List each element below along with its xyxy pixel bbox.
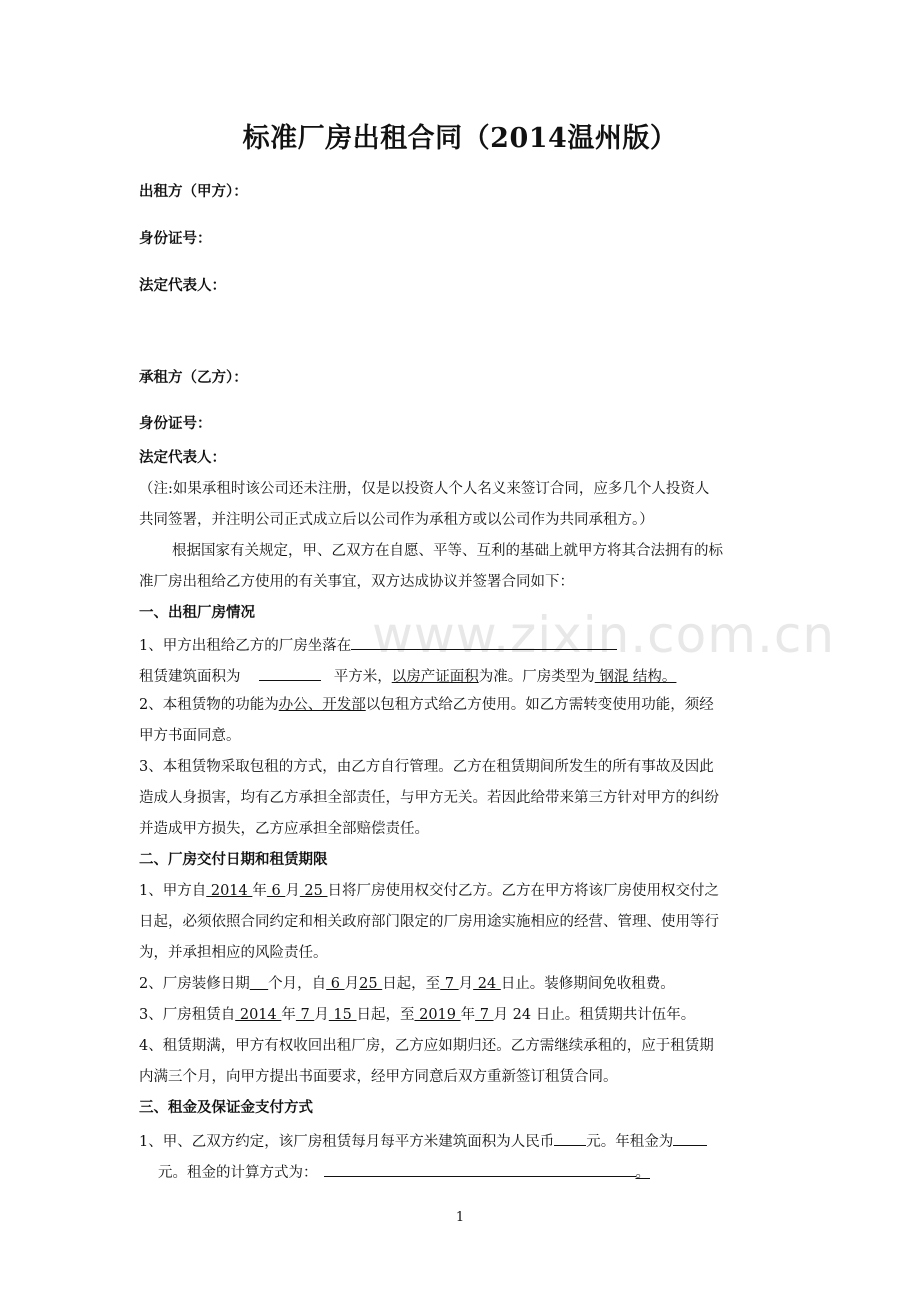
handover-year: 2014 <box>206 883 253 899</box>
lease-text-5: 年 <box>460 1007 476 1023</box>
function-rest: 以包租方式给乙方使用。如乙方需转变使用功能，须经 <box>365 697 714 713</box>
lease-text-2: 年 <box>281 1007 296 1023</box>
renovation-end-month: 7 <box>440 976 459 992</box>
renovation-start-month: 6 <box>326 976 345 992</box>
handover-text-4: 日将厂房使用权交付乙方。乙方在甲方将该厂房使用权交付之 <box>327 883 719 899</box>
section-1-item-1-location <box>139 633 789 656</box>
renovation-text-3: 月 <box>344 976 360 992</box>
intro-line-2: 准厂房出租给乙方使用的有关事宜，双方达成协议并签署合同如下： <box>139 574 574 590</box>
party-a-rep-label: 法定代表人： <box>139 277 226 294</box>
section-1-item-3-line-3: 并造成甲方损失，乙方应承担全部赔偿责任。 <box>139 821 429 837</box>
renovation-text-6: 日止。装修期间免收租费。 <box>500 976 675 992</box>
section-2-item-2 <box>139 974 789 994</box>
section-2-item-1 <box>139 881 789 901</box>
section-2-item-3 <box>139 1005 789 1025</box>
note-line-1: （注:如果承租时该公司还未注册，仅是以投资人个人名义来签订合同，应多几个人投资人 <box>139 481 710 497</box>
area-basis: 以房产证面积 <box>391 669 479 685</box>
party-a-id-label: 身份证号： <box>139 230 212 247</box>
renovation-end-day: 24 <box>473 976 501 992</box>
lease-text-1: 3、厂房租赁自 <box>139 1007 236 1023</box>
section-2-item-4-line-1: 4、租赁期满，甲方有权收回出租厂房，乙方应如期归还。乙方需继续承租的，应于租赁期 <box>139 1038 714 1054</box>
lease-start-day: 15 <box>328 1007 357 1023</box>
rent-per-sqm-blank <box>554 1129 586 1146</box>
lease-text-3: 月 <box>314 1007 329 1023</box>
area-unit: 平方米， <box>333 669 392 685</box>
rent-text-2: 元。年租金为 <box>586 1134 674 1150</box>
intro-line-1: 根据国家有关规定，甲、乙双方在自愿、平等、互利的基础上就甲方将其合法拥有的标 <box>172 543 723 559</box>
lease-text-6: 月 24 日止。租赁期共计伍年。 <box>493 1007 696 1023</box>
area-text: 租赁建筑面积为 <box>139 669 241 685</box>
handover-day: 25 <box>299 883 328 899</box>
function-value: 办公、开发部 <box>278 697 366 713</box>
rent-method-blank <box>324 1160 636 1177</box>
renovation-text-5: 月 <box>458 976 474 992</box>
party-b-label: 承租方（乙方）： <box>139 369 248 386</box>
type-text: 为准。厂房类型为 <box>478 669 595 685</box>
handover-text-3: 月 <box>285 883 300 899</box>
section-1-item-3-line-2: 造成人身损害，均有乙方承担全部责任，与甲方无关。若因此给带来第三方针对甲方的纠纷 <box>139 790 719 806</box>
lease-text-4: 日起，至 <box>356 1007 415 1023</box>
section-3-item-1 <box>139 1129 789 1152</box>
section-1-item-2 <box>139 695 789 715</box>
lease-start-year: 2014 <box>235 1007 282 1023</box>
party-b-id-label: 身份证号： <box>139 415 212 432</box>
renovation-text-2: 个月，自 <box>268 976 327 992</box>
section-3-item-1-cont <box>158 1160 808 1183</box>
handover-text-2: 年 <box>252 883 267 899</box>
annual-rent-blank <box>673 1129 707 1146</box>
party-a-label: 出租方（甲方）： <box>139 183 248 200</box>
rent-method-end: 。 <box>635 1165 650 1181</box>
building-type: 钢混 结构。 <box>594 669 677 685</box>
location-blank <box>351 633 617 650</box>
document-title: 标准厂房出租合同（2014温州版） <box>242 123 678 154</box>
handover-month: 6 <box>266 883 286 899</box>
section-3-heading: 三、租金及保证金支付方式 <box>139 1099 313 1116</box>
section-2-heading: 二、厂房交付日期和租赁期限 <box>139 851 328 868</box>
lease-end-month: 7 <box>475 1007 494 1023</box>
area-blank <box>259 664 321 681</box>
renovation-months-blank <box>250 976 268 992</box>
renovation-text-4: 日起，至 <box>382 976 441 992</box>
party-b-rep-label: 法定代表人： <box>139 449 226 466</box>
lease-end-year: 2019 <box>414 1007 461 1023</box>
location-text: 1、甲方出租给乙方的厂房坐落在 <box>139 638 352 654</box>
watermark: www.zixin.com.cn <box>372 606 836 664</box>
note-line-2: 共同签署，并注明公司正式成立后以公司作为承租方或以公司作为共同承租方。） <box>139 512 654 528</box>
renovation-start-day: 25 <box>359 976 383 992</box>
page-number: 1 <box>455 1210 465 1225</box>
lease-start-month: 7 <box>295 1007 315 1023</box>
section-1-item-1-area <box>139 664 789 687</box>
rent-method-text: 元。租金的计算方式为： <box>158 1165 318 1181</box>
section-2-item-4-line-2: 内满三个月，向甲方提出书面要求，经甲方同意后双方重新签订租赁合同。 <box>139 1069 618 1085</box>
section-1-item-3-line-1: 3、本租赁物采取包租的方式，由乙方自行管理。乙方在租赁期间所发生的所有事故及因此 <box>139 759 714 775</box>
renovation-text-1: 2、厂房装修日期 <box>139 976 250 992</box>
section-2-item-1-line-3: 为，并承担相应的风险责任。 <box>139 945 328 961</box>
section-1-heading: 一、出租厂房情况 <box>139 604 255 621</box>
section-2-item-1-line-2: 日起，必须依照合同约定和相关政府部门限定的厂房用途实施相应的经营、管理、使用等行 <box>139 914 719 930</box>
handover-text-1: 1、甲方自 <box>139 883 207 899</box>
rent-text-1: 1、甲、乙双方约定，该厂房租赁每月每平方米建筑面积为人民币 <box>139 1134 555 1150</box>
section-1-item-2-cont: 甲方书面同意。 <box>139 728 241 744</box>
function-text: 2、本租赁物的功能为 <box>139 697 279 713</box>
